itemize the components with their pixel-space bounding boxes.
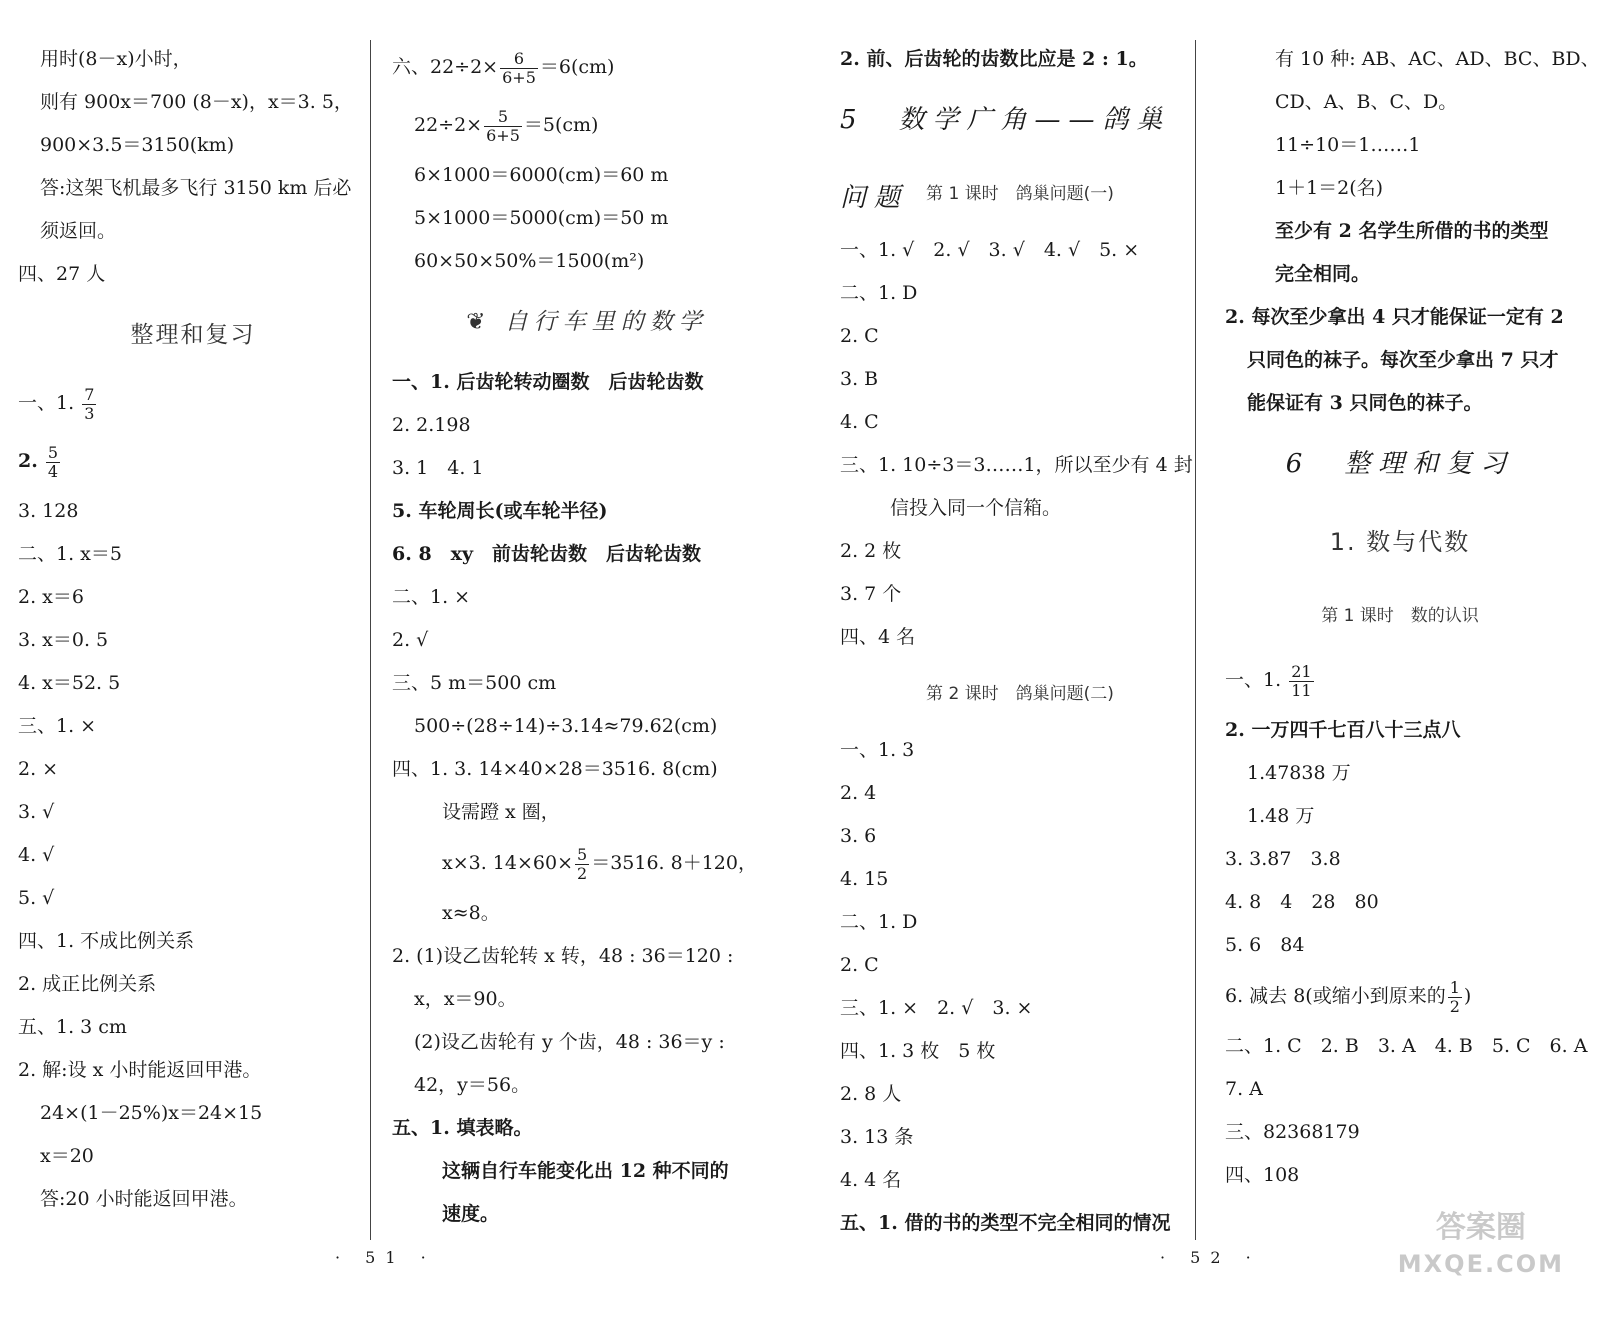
answer-line: 6. 8 xy 前齿轮齿数 后齿轮齿数 bbox=[392, 543, 702, 565]
answer-line: 设需蹬 x 圈， bbox=[442, 801, 560, 823]
expr-part: ＝3516. 8＋120， bbox=[591, 852, 757, 874]
numerator: 5 bbox=[577, 844, 588, 864]
answer-line: 1＋1＝2(名) bbox=[1275, 177, 1384, 199]
answer-line: 3. 7 个 bbox=[840, 583, 902, 605]
denominator: 6+5 bbox=[502, 67, 536, 87]
answer-line: (2)设乙齿轮有 y 个齿，48 : 36＝y : bbox=[414, 1031, 725, 1053]
answer-line: 3. 1 4. 1 bbox=[392, 457, 484, 479]
answer-line: 这辆自行车能变化出 12 种不同的 bbox=[442, 1160, 729, 1182]
fraction bbox=[82, 386, 96, 423]
leaf-icon: ❦ bbox=[466, 309, 492, 335]
answer-line: 5. √ bbox=[18, 887, 55, 909]
answer-line: 一、1. 3 bbox=[840, 739, 915, 761]
denominator: 6+5 bbox=[486, 125, 520, 145]
text-line: 须返回。 bbox=[40, 220, 117, 242]
denominator: 11 bbox=[1291, 680, 1312, 700]
expr-part: 六、22÷2× bbox=[392, 56, 499, 78]
numerator: 21 bbox=[1291, 661, 1312, 681]
answer-line: CD、A、B、C、D。 bbox=[1275, 91, 1458, 113]
answer-line: 5. 6 84 bbox=[1225, 934, 1305, 956]
answer-line: 能保证有 3 只同色的袜子。 bbox=[1247, 392, 1483, 414]
answer-line: 五、1. 3 cm bbox=[18, 1016, 127, 1038]
answer-line: 4. C bbox=[840, 411, 879, 433]
answer-line: 6×1000＝6000(cm)＝60 m bbox=[414, 164, 669, 186]
answer-line: 4. 4 名 bbox=[840, 1169, 902, 1191]
answer-line: 三、5 m＝500 cm bbox=[392, 672, 557, 694]
answer-line bbox=[392, 96, 782, 154]
item-prefix: 一、1. bbox=[1225, 669, 1282, 691]
answer-line: 2. 2.198 bbox=[392, 414, 471, 436]
denominator: 2 bbox=[577, 863, 588, 883]
answer-line: 60×50×50%＝1500(m²) bbox=[414, 250, 645, 272]
answer-line bbox=[1225, 967, 1575, 1025]
answer-line: 二、1. C 2. B 3. A 4. B 5. C 6. A bbox=[1225, 1035, 1588, 1057]
answer-line: 三、1. × bbox=[18, 715, 97, 737]
answer-line: 三、1. 10÷3＝3……1，所以至少有 4 封 bbox=[840, 454, 1193, 476]
answer-line: 2. C bbox=[840, 954, 879, 976]
answer-line: 5. 车轮周长(或车轮半径) bbox=[392, 500, 608, 522]
answer-line: 2. C bbox=[840, 325, 879, 347]
answer-line: 二、1. x＝5 bbox=[18, 543, 122, 565]
answer-line: 42，y＝56。 bbox=[414, 1074, 531, 1096]
denominator: 2 bbox=[1449, 996, 1460, 1016]
answer-line: 500÷(28÷14)÷3.14≈79.62(cm) bbox=[414, 715, 718, 737]
answer-line: 2. √ bbox=[392, 629, 429, 651]
lesson-heading: 第 2 课时 鸽巢问题(二) bbox=[926, 684, 1114, 704]
answer-line: 四、4 名 bbox=[840, 626, 916, 648]
text-line: 用时(8－x)小时， bbox=[40, 48, 192, 70]
column-1 bbox=[18, 38, 368, 1221]
answer-line: x＝20 bbox=[40, 1145, 94, 1167]
fraction bbox=[484, 108, 522, 145]
answer-line: 只同色的袜子。每次至少拿出 7 只才 bbox=[1247, 349, 1559, 371]
answer-line: 3. 3.87 3.8 bbox=[1225, 848, 1341, 870]
answer-line: 一、1. √ 2. √ 3. √ 4. √ 5. × bbox=[840, 239, 1140, 261]
answer-line: 3. √ bbox=[18, 801, 55, 823]
section-heading-text: 自行车里的数学 bbox=[504, 309, 708, 335]
answer-line: 2. 2 枚 bbox=[840, 540, 902, 562]
column-divider-left bbox=[370, 40, 371, 1240]
item-prefix: 2. bbox=[18, 450, 38, 472]
answer-line: 三、82368179 bbox=[1225, 1121, 1360, 1143]
answer-line: 1.48 万 bbox=[1247, 805, 1315, 827]
answer-line: 二、1. × bbox=[392, 586, 471, 608]
text-line: 则有 900x＝700 (8－x)，x＝3. 5， bbox=[40, 91, 353, 113]
answer-line: 一、1. 后齿轮转动圈数 后齿轮齿数 bbox=[392, 371, 704, 393]
answer-line: 2. 解:设 x 小时能返回甲港。 bbox=[18, 1059, 262, 1081]
answer-line: 4. 15 bbox=[840, 868, 889, 890]
answer-line: 信投入同一个信箱。 bbox=[890, 497, 1062, 519]
expr-part: 6. 减去 8(或缩小到原来的 bbox=[1225, 985, 1446, 1007]
answer-line: 五、1. 借的书的类型不完全相同的情况 bbox=[840, 1212, 1171, 1234]
page-number-right: · 52 · bbox=[1160, 1248, 1261, 1267]
answer-line: 24×(1－25%)x＝24×15 bbox=[40, 1102, 263, 1124]
fraction bbox=[46, 444, 60, 481]
answer-line: 2. x＝6 bbox=[18, 586, 84, 608]
expr-part: ) bbox=[1463, 985, 1472, 1007]
answer-line: 2. 4 bbox=[840, 782, 877, 804]
expr-part: 22÷2× bbox=[414, 114, 483, 136]
section-heading: 整理和复习 bbox=[130, 322, 256, 348]
answer-line: 2. (1)设乙齿轮转 x 转，48 : 36＝120 : bbox=[392, 945, 734, 967]
column-4 bbox=[1225, 38, 1600, 1197]
denominator: 4 bbox=[47, 461, 59, 481]
answer-line: 11÷10＝1……1 bbox=[1275, 134, 1421, 156]
chapter-heading: 5 数学广角——鸽巢问题 bbox=[840, 105, 1171, 213]
answer-line: 有 10 种: AB、AC、AD、BC、BD、 bbox=[1275, 48, 1600, 70]
item-prefix: 一、1. bbox=[18, 392, 75, 414]
column-2 bbox=[392, 38, 782, 1236]
answer-line: 3. 13 条 bbox=[840, 1126, 914, 1148]
watermark-url: MXQE.COM bbox=[1397, 1250, 1564, 1278]
answer-line: 四、108 bbox=[1225, 1164, 1300, 1186]
answer-line: 三、1. × 2. √ 3. × bbox=[840, 997, 1033, 1019]
numerator: 7 bbox=[84, 384, 95, 404]
answer-line: 4. √ bbox=[18, 844, 55, 866]
answer-line: 4. x＝52. 5 bbox=[18, 672, 121, 694]
watermark-logo bbox=[1398, 1210, 1564, 1282]
answer-line: 2. 一万四千七百八十三点八 bbox=[1225, 719, 1461, 741]
answer-line: 3. 128 bbox=[18, 500, 79, 522]
answer-line: 3. B bbox=[840, 368, 879, 390]
answer-line: 二、1. D bbox=[840, 911, 918, 933]
denominator: 3 bbox=[84, 403, 95, 423]
fraction bbox=[500, 50, 538, 87]
answer-line: 5×1000＝5000(cm)＝50 m bbox=[414, 207, 669, 229]
answer-line: x，x＝90。 bbox=[414, 988, 517, 1010]
chapter-heading: 6 整理和复习 bbox=[1285, 449, 1515, 479]
answer-line: x≈8。 bbox=[442, 902, 500, 924]
answer-line: 答:20 小时能返回甲港。 bbox=[40, 1188, 248, 1210]
answer-line: 2. 成正比例关系 bbox=[18, 973, 157, 995]
answer-line: 2. 每次至少拿出 4 只才能保证一定有 2 bbox=[1225, 306, 1564, 328]
answer-line: 4. 8 4 28 80 bbox=[1225, 891, 1379, 913]
watermark-text: 答案圈 bbox=[1435, 1210, 1526, 1245]
lesson-heading: 第 1 课时 鸽巢问题(一) bbox=[926, 184, 1114, 204]
page-number-left: · 51 · bbox=[335, 1248, 436, 1267]
answer-line: 7. A bbox=[1225, 1078, 1263, 1100]
answer-line: 2. × bbox=[18, 758, 59, 780]
numerator: 6 bbox=[500, 50, 538, 69]
expr-part: ＝6(cm) bbox=[539, 56, 615, 78]
answer-line: 2. 8 人 bbox=[840, 1083, 902, 1105]
numerator: 5 bbox=[484, 108, 522, 127]
answer-line: 完全相同。 bbox=[1275, 263, 1371, 285]
answer-line: 二、1. D bbox=[840, 282, 918, 304]
answer-line: 四、1. 3 枚 5 枚 bbox=[840, 1040, 996, 1062]
answer-line bbox=[18, 432, 368, 490]
fraction bbox=[1448, 979, 1462, 1016]
fraction bbox=[575, 846, 589, 883]
answer-line: 五、1. 填表略。 bbox=[392, 1117, 533, 1139]
answer-line: 3. 6 bbox=[840, 825, 877, 847]
expr-part: ＝5(cm) bbox=[523, 114, 599, 136]
answer-line: 2. 前、后齿轮的齿数比应是 2 : 1。 bbox=[840, 48, 1148, 70]
answer-line bbox=[392, 834, 782, 892]
text-line: 四、27 人 bbox=[18, 263, 106, 285]
fraction bbox=[1289, 663, 1313, 700]
section-heading: 1. 数与代数 bbox=[1329, 528, 1471, 556]
answer-line bbox=[18, 374, 368, 432]
answer-line: 3. x＝0. 5 bbox=[18, 629, 109, 651]
answer-line: 四、1. 3. 14×40×28＝3516. 8(cm) bbox=[392, 758, 718, 780]
numerator: 1 bbox=[1449, 977, 1460, 997]
expr-part: x×3. 14×60× bbox=[442, 852, 573, 874]
answer-line: 1.47838 万 bbox=[1247, 762, 1351, 784]
column-3 bbox=[840, 38, 1200, 1245]
answer-line bbox=[392, 38, 782, 96]
answer-line: 至少有 2 名学生所借的书的类型 bbox=[1275, 220, 1549, 242]
lesson-heading: 第 1 课时 数的认识 bbox=[1321, 606, 1479, 626]
numerator: 5 bbox=[47, 442, 59, 462]
answer-line: 四、1. 不成比例关系 bbox=[18, 930, 195, 952]
text-line: 答:这架飞机最多飞行 3150 km 后必 bbox=[40, 177, 352, 199]
answer-line bbox=[1225, 651, 1575, 709]
section-heading bbox=[392, 283, 782, 361]
text-line: 900×3.5＝3150(km) bbox=[40, 134, 235, 156]
answer-line: 速度。 bbox=[442, 1203, 500, 1225]
